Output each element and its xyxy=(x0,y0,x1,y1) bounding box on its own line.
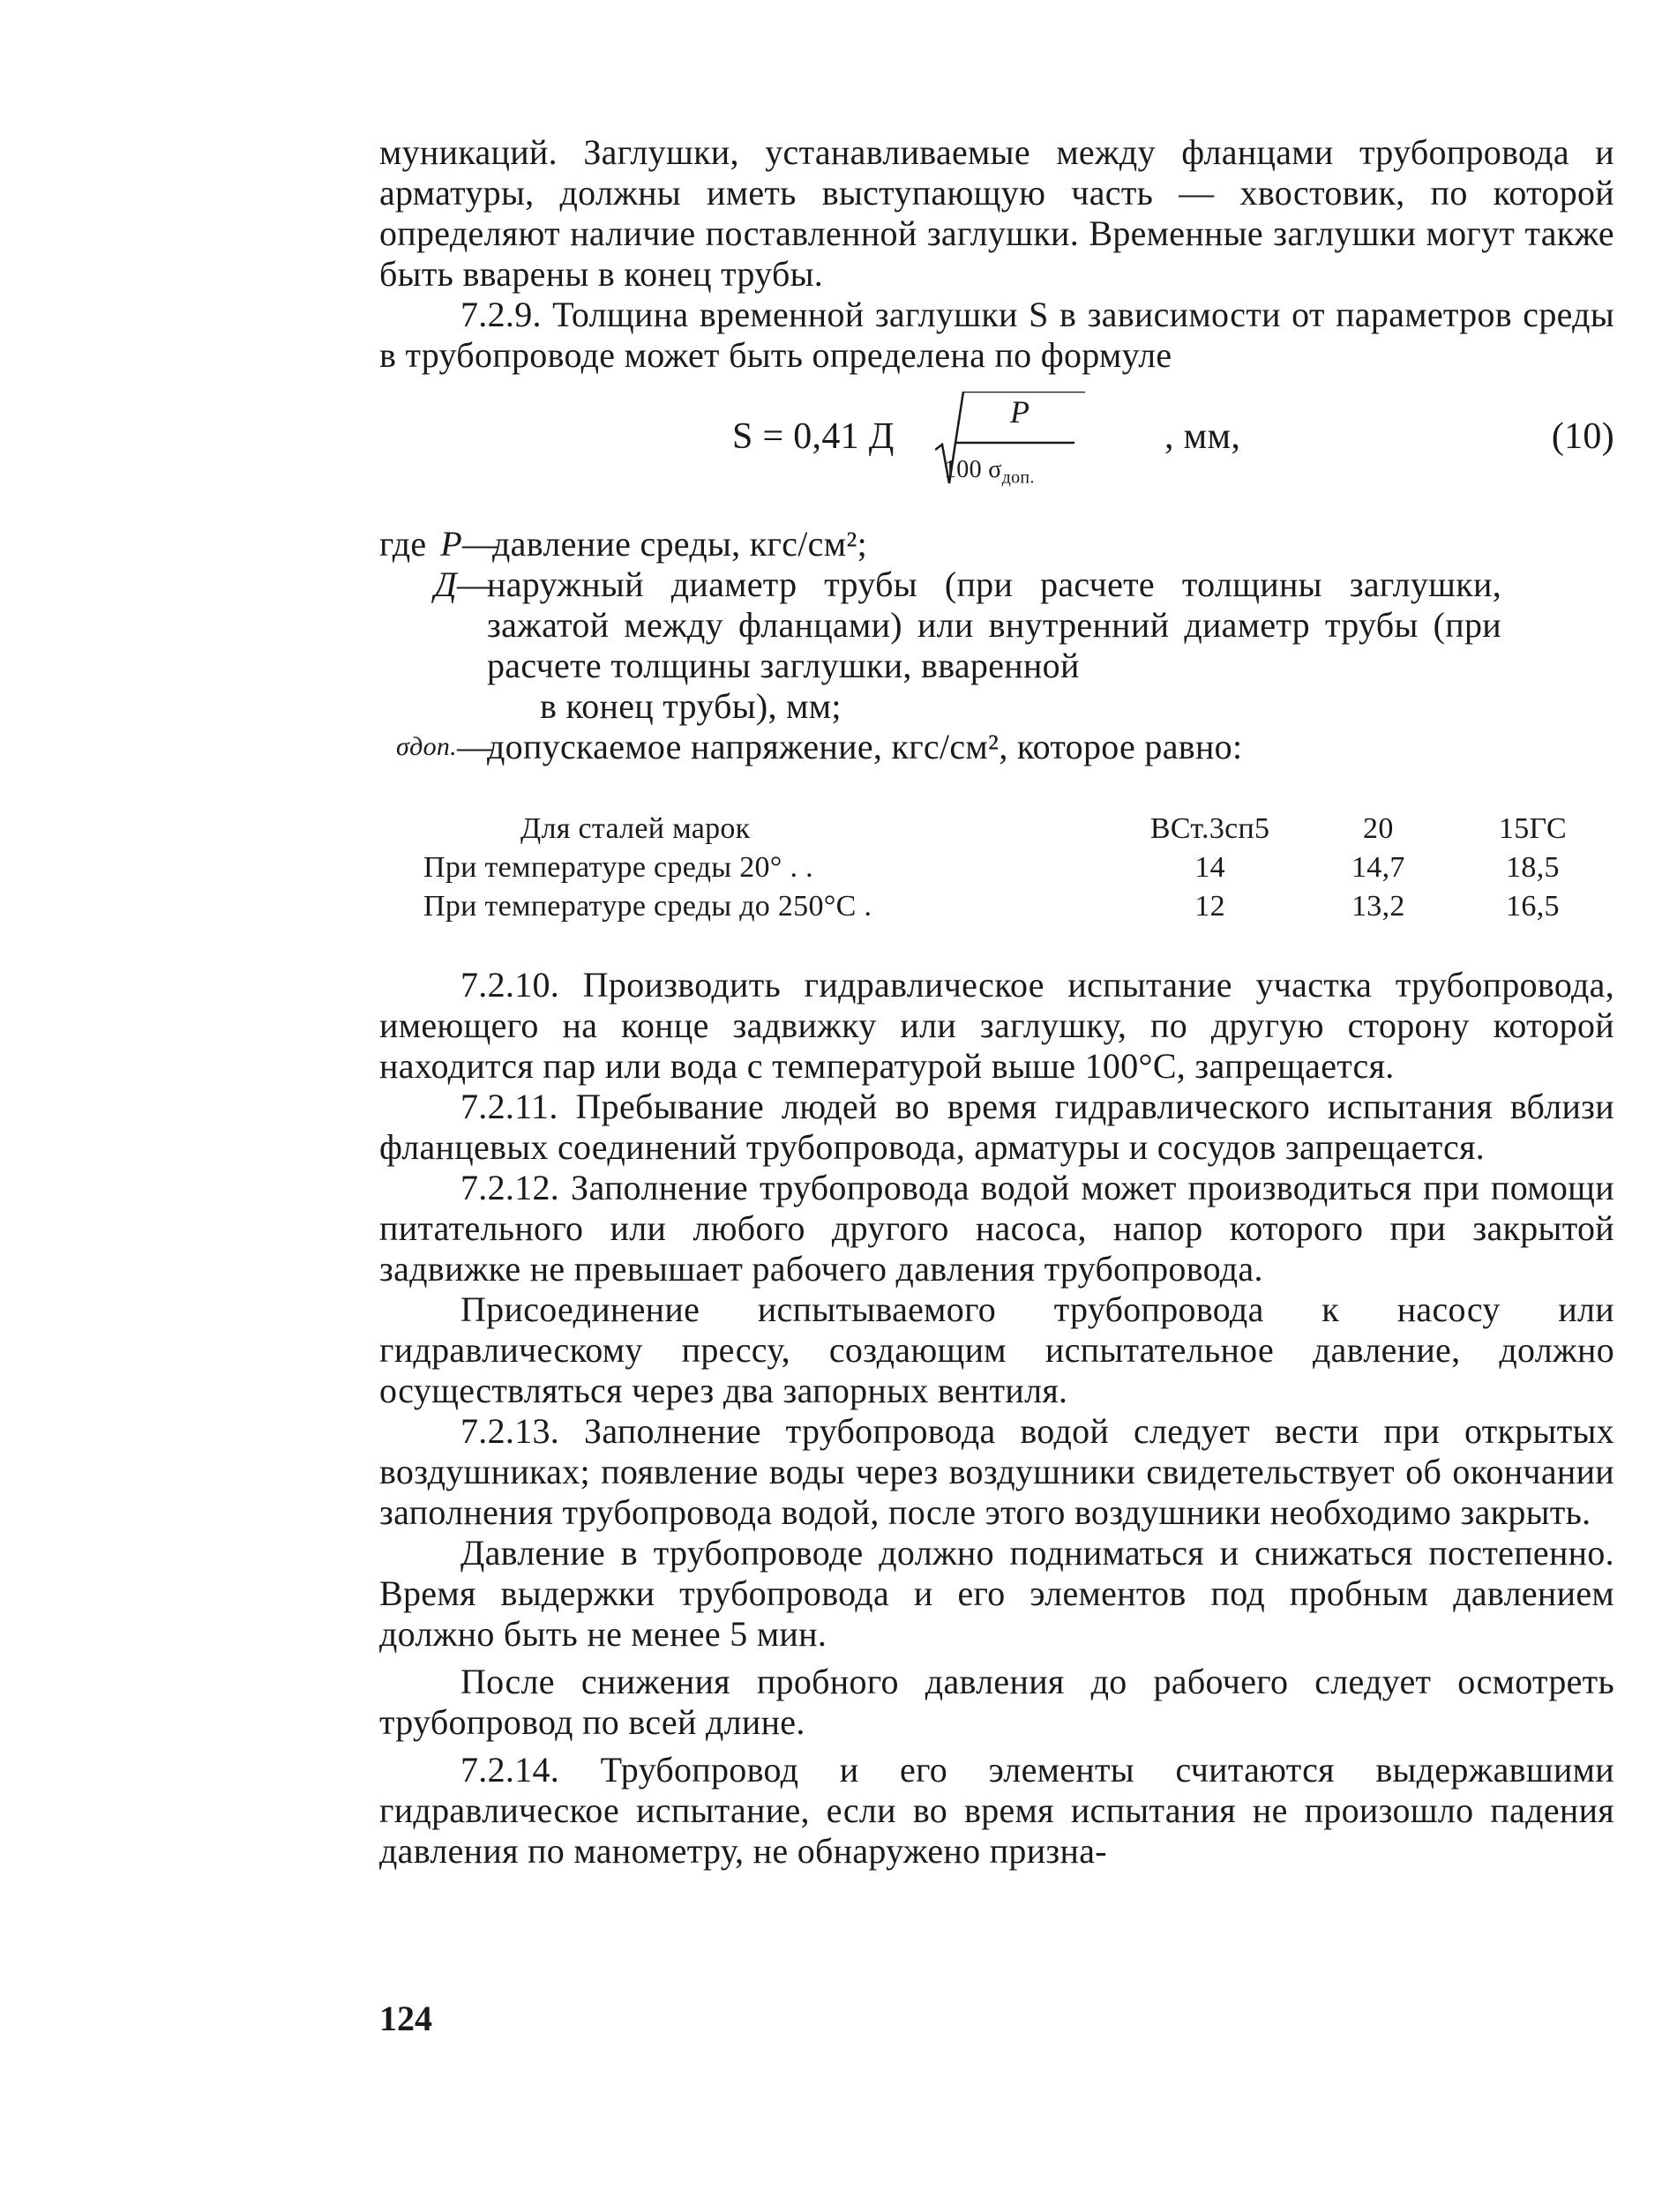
legend-item-d: Д—наружный диаметр трубы (при расчете толщины заглушки, зажатой между фланцами) или внутренний диаметр трубы (при расчете толщины заглушки, вваренной в конец трубы), мм; xyxy=(434,564,1501,726)
formula-legend xyxy=(379,524,1614,767)
table-row: При температуре среды 20° . . 14 14,7 18,5 xyxy=(423,851,1560,884)
paragraph-pressure: Давление в трубопроводе должно подниматься и снижаться постепенно. Время выдержки трубопровода и его элементов под пробным давлением должно быть не менее 5 мин. xyxy=(379,1533,1614,1654)
formula-unit: , мм, xyxy=(1164,416,1241,457)
formula-number: (10) xyxy=(1551,416,1614,457)
page-body xyxy=(379,132,1614,1872)
legend-where: где xyxy=(379,524,427,564)
legend-item-sigma: σдоп.—допускаемое напряжение, кгс/см², которое равно: xyxy=(396,727,1243,766)
formula-denominator: 100 $\sigma_{доп.}$ xyxy=(944,456,1035,488)
paragraph-continuation: муникаций. Заглушки, устанавливаемые между фланцами трубопровода и арматуры, должны иметь выступающую часть — хвостовик, по которой определяют наличие поставленной заглушки. Временные заглушки могут также быть вварены в конец трубы. xyxy=(379,132,1614,294)
paragraph-7-2-13: 7.2.13. Заполнение трубопровода водой следует вести при открытых воздушниках; появление воды через воздушники свидетельствует об окончании заполнения трубопровода водой, после этого воздушники необходимо закрыть. xyxy=(379,1411,1614,1532)
allowable-stress-table xyxy=(423,810,1614,926)
paragraph-inspection: После снижения пробного давления до рабочего следует осмотреть трубопровод по всей длине. xyxy=(379,1662,1614,1742)
paragraph-7-2-9: 7.2.9. Толщина временной заглушки S в зависимости от параметров среды в трубопроводе может быть определена по формуле xyxy=(379,295,1614,375)
table-row: При температуре среды до 250°С . 12 13,2 16,5 xyxy=(423,890,1560,923)
page-number: 124 xyxy=(379,1999,432,2038)
paragraph-7-2-10: 7.2.10. Производить гидравлическое испытание участка трубопровода, имеющего на конце задвижку или заглушку, по другую сторону которой находится пар или вода с температурой выше 100°С, запрещается. xyxy=(379,965,1614,1086)
paragraph-7-2-11: 7.2.11. Пребывание людей во время гидравлического испытания вблизи фланцевых соединений трубопровода, арматуры и сосудов запрещается. xyxy=(379,1087,1614,1167)
legend-item-p: где P—давление среды, кгс/см²; xyxy=(379,524,868,564)
formula-lhs: S = 0,41 Д xyxy=(732,416,895,457)
formula-numerator: P xyxy=(1010,394,1030,430)
paragraph-7-2-12: 7.2.12. Заполнение трубопровода водой может производиться при помощи питательного или любого другого насоса, напор которого при закрытой задвижке не превышает рабочего давления трубопровода. xyxy=(379,1168,1614,1289)
paragraph-connection: Присоединение испытываемого трубопровода к насосу или гидравлическому прессу, создающим испытательное давление, должно осуществляться через два запорных вентиля. xyxy=(379,1289,1614,1410)
formula-10 xyxy=(379,390,1614,504)
table-header-row: Для сталей марок ВСт.3сп5 20 15ГС xyxy=(520,812,1568,845)
paragraph-7-2-14: 7.2.14. Трубопровод и его элементы считаются выдержавшими гидравлическое испытание, если во время испытания не произошло падения давления по манометру, не обнаружено призна- xyxy=(379,1750,1614,1871)
